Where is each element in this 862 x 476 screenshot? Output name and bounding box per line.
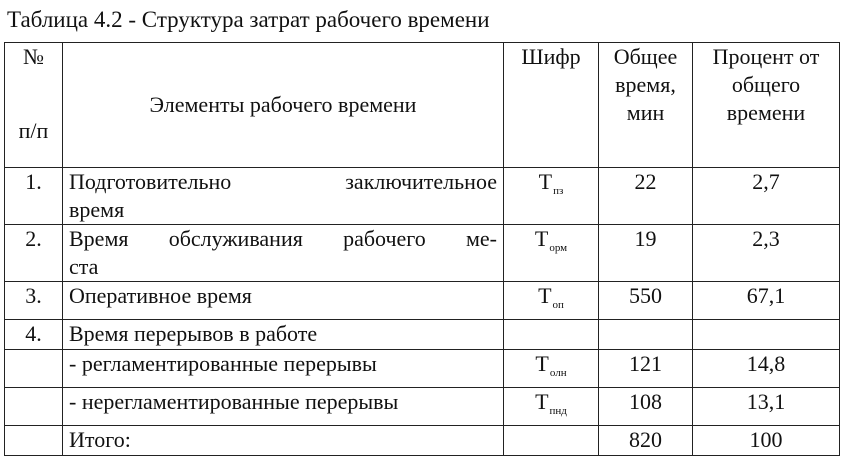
row-time: 19 xyxy=(599,225,693,282)
header-number-cell xyxy=(5,43,63,168)
row-number xyxy=(5,426,63,456)
code-letter: Т xyxy=(534,226,549,251)
row-time: 108 xyxy=(599,388,693,426)
header-name-cell xyxy=(63,43,504,168)
code-subscript: орм xyxy=(549,242,568,254)
table-caption: Таблица 4.2 - Структура затрат рабочего времени xyxy=(7,7,490,32)
row-percent: 67,1 xyxy=(693,282,840,320)
row-name: - нерегламентированные перерывы xyxy=(63,388,504,426)
row-number: 1. xyxy=(5,168,63,225)
header-percent-cell: Процент от общего времени xyxy=(693,43,840,168)
row-percent: 13,1 xyxy=(693,388,840,426)
row-code xyxy=(504,282,599,320)
table-row xyxy=(5,388,840,426)
row-name-line: ста xyxy=(69,254,99,279)
table-row xyxy=(5,168,840,225)
row-name-line: Время обслуживания рабочего ме- xyxy=(69,226,497,251)
work-time-structure-table xyxy=(4,42,840,456)
code-letter: Т xyxy=(538,283,552,308)
row-name-line: время xyxy=(69,197,125,222)
row-percent: 100 xyxy=(693,426,840,456)
code-subscript: пз xyxy=(553,185,564,197)
header-number-label: п/п xyxy=(18,118,49,143)
row-number: 4. xyxy=(5,320,63,350)
row-number: 3. xyxy=(5,282,63,320)
row-time: 22 xyxy=(599,168,693,225)
header-number-symbol: № xyxy=(23,44,44,69)
row-number: 2. xyxy=(5,225,63,282)
row-number xyxy=(5,350,63,388)
row-percent: 2,7 xyxy=(693,168,840,225)
row-code xyxy=(504,388,599,426)
row-percent: 14,8 xyxy=(693,350,840,388)
row-name xyxy=(63,225,504,282)
header-code-cell: Шифр xyxy=(504,43,599,168)
row-name-line: Подготовительно заключительное xyxy=(69,169,497,194)
code-subscript: оп xyxy=(552,299,564,311)
code-letter: Т xyxy=(535,389,549,414)
table-row xyxy=(5,225,840,282)
table-header-row xyxy=(5,43,840,168)
row-time: 550 xyxy=(599,282,693,320)
row-percent xyxy=(693,320,840,350)
code-letter: Т xyxy=(538,169,553,194)
row-code xyxy=(504,320,599,350)
header-name-label: Элементы рабочего времени xyxy=(149,92,417,117)
row-percent: 2,3 xyxy=(693,225,840,282)
row-time: 121 xyxy=(599,350,693,388)
row-time xyxy=(599,320,693,350)
row-name: Оперативное время xyxy=(63,282,504,320)
code-subscript: олн xyxy=(549,367,567,379)
header-time-cell: Общее время, мин xyxy=(599,43,693,168)
table-total-row xyxy=(5,426,840,456)
row-name xyxy=(63,168,504,225)
row-code xyxy=(504,350,599,388)
code-subscript: пнд xyxy=(549,405,567,417)
table-row xyxy=(5,320,840,350)
code-letter: Т xyxy=(535,351,549,376)
row-name: - регламентированные перерывы xyxy=(63,350,504,388)
row-code xyxy=(504,168,599,225)
row-name: Время перерывов в работе xyxy=(63,320,504,350)
row-number xyxy=(5,388,63,426)
row-time: 820 xyxy=(599,426,693,456)
table-row xyxy=(5,350,840,388)
row-code xyxy=(504,225,599,282)
table-row xyxy=(5,282,840,320)
row-name: Итого: xyxy=(63,426,504,456)
row-code xyxy=(504,426,599,456)
